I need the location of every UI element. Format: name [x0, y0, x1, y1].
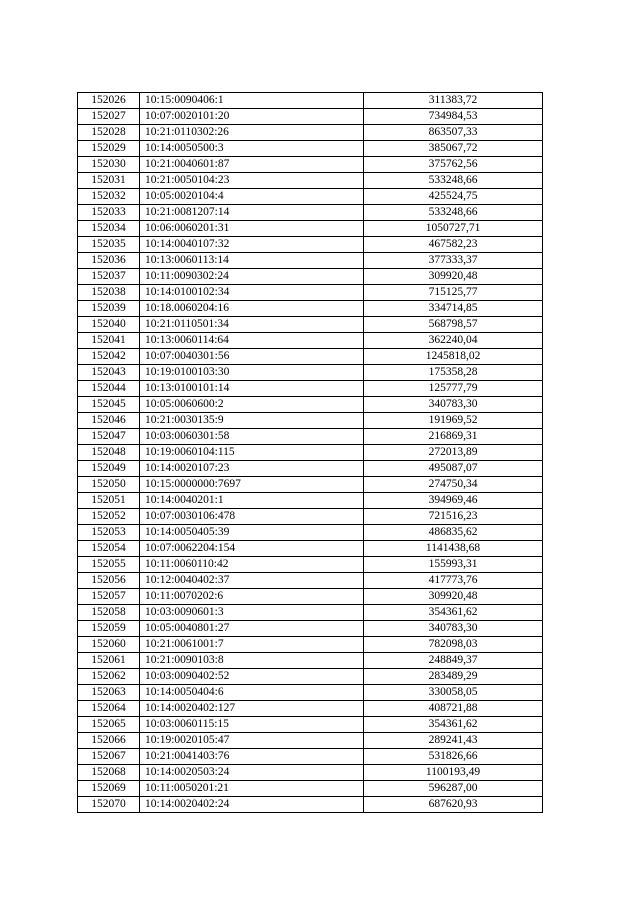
cadastral-number-cell: 10:03:0090402:52	[140, 669, 364, 685]
amount-cell: 467582,23	[364, 237, 543, 253]
row-number-cell: 152040	[78, 317, 140, 333]
amount-cell: 125777,79	[364, 381, 543, 397]
table-row	[78, 589, 543, 605]
amount-cell: 568798,57	[364, 317, 543, 333]
cadastral-number-cell: 10:11:0090302:24	[140, 269, 364, 285]
table-row	[78, 221, 543, 237]
cadastral-number-cell: 10:13:0060113:14	[140, 253, 364, 269]
cadastral-number-cell: 10:11:0050201:21	[140, 781, 364, 797]
table-row	[78, 285, 543, 301]
row-number-cell: 152026	[78, 93, 140, 109]
amount-cell: 175358,28	[364, 365, 543, 381]
row-number-cell: 152038	[78, 285, 140, 301]
cadastral-number-cell: 10:18.0060204:16	[140, 301, 364, 317]
cadastral-number-cell: 10:21:0030135:9	[140, 413, 364, 429]
amount-cell: 495087,07	[364, 461, 543, 477]
row-number-cell: 152070	[78, 797, 140, 813]
amount-cell: 330058,05	[364, 685, 543, 701]
cadastral-number-cell: 10:13:0060114:64	[140, 333, 364, 349]
table-row	[78, 477, 543, 493]
row-number-cell: 152057	[78, 589, 140, 605]
table-row	[78, 509, 543, 525]
row-number-cell: 152061	[78, 653, 140, 669]
row-number-cell: 152059	[78, 621, 140, 637]
cadastral-number-cell: 10:03:0060115:15	[140, 717, 364, 733]
cadastral-number-cell: 10:06:0060201:31	[140, 221, 364, 237]
table-row	[78, 733, 543, 749]
table-body	[78, 93, 543, 813]
table-row	[78, 765, 543, 781]
row-number-cell: 152048	[78, 445, 140, 461]
cadastral-number-cell: 10:21:0090103:8	[140, 653, 364, 669]
cadastral-number-cell: 10:14:0020107:23	[140, 461, 364, 477]
amount-cell: 191969,52	[364, 413, 543, 429]
amount-cell: 1050727,71	[364, 221, 543, 237]
table-row	[78, 717, 543, 733]
table-row	[78, 685, 543, 701]
table-row	[78, 573, 543, 589]
row-number-cell: 152031	[78, 173, 140, 189]
table-row	[78, 317, 543, 333]
row-number-cell: 152034	[78, 221, 140, 237]
amount-cell: 334714,85	[364, 301, 543, 317]
cadastral-number-cell: 10:21:0040601:87	[140, 157, 364, 173]
table-row	[78, 173, 543, 189]
row-number-cell: 152027	[78, 109, 140, 125]
table-row	[78, 701, 543, 717]
amount-cell: 311383,72	[364, 93, 543, 109]
amount-cell: 362240,04	[364, 333, 543, 349]
amount-cell: 734984,53	[364, 109, 543, 125]
cadastral-number-cell: 10:05:0040801:27	[140, 621, 364, 637]
amount-cell: 309920,48	[364, 269, 543, 285]
cadastral-number-cell: 10:19:0100103:30	[140, 365, 364, 381]
table-row	[78, 461, 543, 477]
amount-cell: 274750,34	[364, 477, 543, 493]
row-number-cell: 152053	[78, 525, 140, 541]
table-row	[78, 749, 543, 765]
data-table	[77, 92, 543, 813]
table-row	[78, 541, 543, 557]
amount-cell: 289241,43	[364, 733, 543, 749]
row-number-cell: 152044	[78, 381, 140, 397]
amount-cell: 155993,31	[364, 557, 543, 573]
row-number-cell: 152033	[78, 205, 140, 221]
table-row	[78, 781, 543, 797]
cadastral-number-cell: 10:14:0050500:3	[140, 141, 364, 157]
row-number-cell: 152063	[78, 685, 140, 701]
row-number-cell: 152064	[78, 701, 140, 717]
amount-cell: 283489,29	[364, 669, 543, 685]
amount-cell: 425524,75	[364, 189, 543, 205]
amount-cell: 863507,33	[364, 125, 543, 141]
row-number-cell: 152066	[78, 733, 140, 749]
cadastral-number-cell: 10:21:0050104:23	[140, 173, 364, 189]
cadastral-number-cell: 10:21:0081207:14	[140, 205, 364, 221]
row-number-cell: 152032	[78, 189, 140, 205]
row-number-cell: 152035	[78, 237, 140, 253]
cadastral-number-cell: 10:21:0110501:34	[140, 317, 364, 333]
row-number-cell: 152039	[78, 301, 140, 317]
table-row	[78, 413, 543, 429]
amount-cell: 408721,88	[364, 701, 543, 717]
cadastral-number-cell: 10:15:0090406:1	[140, 93, 364, 109]
amount-cell: 1141438,68	[364, 541, 543, 557]
cadastral-number-cell: 10:14:0050404:6	[140, 685, 364, 701]
table-row	[78, 445, 543, 461]
amount-cell: 715125,77	[364, 285, 543, 301]
amount-cell: 1245818,02	[364, 349, 543, 365]
amount-cell: 309920,48	[364, 589, 543, 605]
table-row	[78, 205, 543, 221]
table-row	[78, 237, 543, 253]
row-number-cell: 152069	[78, 781, 140, 797]
amount-cell: 385067,72	[364, 141, 543, 157]
amount-cell: 375762,56	[364, 157, 543, 173]
amount-cell: 216869,31	[364, 429, 543, 445]
cadastral-number-cell: 10:07:0062204:154	[140, 541, 364, 557]
row-number-cell: 152030	[78, 157, 140, 173]
row-number-cell: 152050	[78, 477, 140, 493]
row-number-cell: 152054	[78, 541, 140, 557]
cadastral-number-cell: 10:11:0070202:6	[140, 589, 364, 605]
table-row	[78, 253, 543, 269]
amount-cell: 354361,62	[364, 717, 543, 733]
amount-cell: 340783,30	[364, 397, 543, 413]
table-row	[78, 301, 543, 317]
row-number-cell: 152045	[78, 397, 140, 413]
table-row	[78, 669, 543, 685]
table-row	[78, 653, 543, 669]
row-number-cell: 152058	[78, 605, 140, 621]
cadastral-number-cell: 10:14:0020402:24	[140, 797, 364, 813]
row-number-cell: 152060	[78, 637, 140, 653]
row-number-cell: 152067	[78, 749, 140, 765]
cadastral-number-cell: 10:14:0040107:32	[140, 237, 364, 253]
table-row	[78, 141, 543, 157]
amount-cell: 394969,46	[364, 493, 543, 509]
table-row	[78, 797, 543, 813]
row-number-cell: 152068	[78, 765, 140, 781]
cadastral-number-cell: 10:11:0060110:42	[140, 557, 364, 573]
cadastral-number-cell: 10:07:0020101:20	[140, 109, 364, 125]
cadastral-number-cell: 10:03:0090601:3	[140, 605, 364, 621]
table-row	[78, 621, 543, 637]
table-row	[78, 381, 543, 397]
amount-cell: 721516,23	[364, 509, 543, 525]
row-number-cell: 152028	[78, 125, 140, 141]
table-row	[78, 605, 543, 621]
amount-cell: 533248,66	[364, 205, 543, 221]
cadastral-number-cell: 10:19:0060104:115	[140, 445, 364, 461]
row-number-cell: 152065	[78, 717, 140, 733]
cadastral-number-cell: 10:21:0061001:7	[140, 637, 364, 653]
row-number-cell: 152062	[78, 669, 140, 685]
row-number-cell: 152051	[78, 493, 140, 509]
cadastral-number-cell: 10:05:0060600:2	[140, 397, 364, 413]
cadastral-number-cell: 10:19:0020105:47	[140, 733, 364, 749]
row-number-cell: 152042	[78, 349, 140, 365]
cadastral-number-cell: 10:21:0041403:76	[140, 749, 364, 765]
cadastral-number-cell: 10:14:0020503:24	[140, 765, 364, 781]
amount-cell: 377333,37	[364, 253, 543, 269]
row-number-cell: 152037	[78, 269, 140, 285]
table-row	[78, 557, 543, 573]
cadastral-number-cell: 10:15:0000000:7697	[140, 477, 364, 493]
amount-cell: 531826,66	[364, 749, 543, 765]
cadastral-number-cell: 10:12:0040402:37	[140, 573, 364, 589]
amount-cell: 1100193,49	[364, 765, 543, 781]
table-row	[78, 365, 543, 381]
table-row	[78, 493, 543, 509]
amount-cell: 782098,03	[364, 637, 543, 653]
row-number-cell: 152041	[78, 333, 140, 349]
table-row	[78, 125, 543, 141]
table-row	[78, 525, 543, 541]
table-row	[78, 429, 543, 445]
table-row	[78, 349, 543, 365]
cadastral-number-cell: 10:21:0110302:26	[140, 125, 364, 141]
row-number-cell: 152046	[78, 413, 140, 429]
cadastral-number-cell: 10:07:0030106:478	[140, 509, 364, 525]
amount-cell: 596287,00	[364, 781, 543, 797]
amount-cell: 533248,66	[364, 173, 543, 189]
cadastral-number-cell: 10:05:0020104:4	[140, 189, 364, 205]
table-row	[78, 189, 543, 205]
row-number-cell: 152056	[78, 573, 140, 589]
table-row	[78, 333, 543, 349]
cadastral-number-cell: 10:14:0050405:39	[140, 525, 364, 541]
cadastral-number-cell: 10:14:0100102:34	[140, 285, 364, 301]
table-row	[78, 637, 543, 653]
row-number-cell: 152043	[78, 365, 140, 381]
cadastral-number-cell: 10:03:0060301:58	[140, 429, 364, 445]
table-row	[78, 109, 543, 125]
cadastral-number-cell: 10:14:0020402:127	[140, 701, 364, 717]
amount-cell: 340783,30	[364, 621, 543, 637]
amount-cell: 248849,37	[364, 653, 543, 669]
cadastral-number-cell: 10:07:0040301:56	[140, 349, 364, 365]
amount-cell: 354361,62	[364, 605, 543, 621]
amount-cell: 486835,62	[364, 525, 543, 541]
row-number-cell: 152052	[78, 509, 140, 525]
amount-cell: 272013,89	[364, 445, 543, 461]
amount-cell: 417773,76	[364, 573, 543, 589]
table-row	[78, 93, 543, 109]
cadastral-number-cell: 10:14:0040201:1	[140, 493, 364, 509]
table-row	[78, 397, 543, 413]
table-row	[78, 269, 543, 285]
cadastral-number-cell: 10:13:0100101:14	[140, 381, 364, 397]
row-number-cell: 152055	[78, 557, 140, 573]
row-number-cell: 152047	[78, 429, 140, 445]
amount-cell: 687620,93	[364, 797, 543, 813]
row-number-cell: 152049	[78, 461, 140, 477]
row-number-cell: 152036	[78, 253, 140, 269]
row-number-cell: 152029	[78, 141, 140, 157]
table-row	[78, 157, 543, 173]
